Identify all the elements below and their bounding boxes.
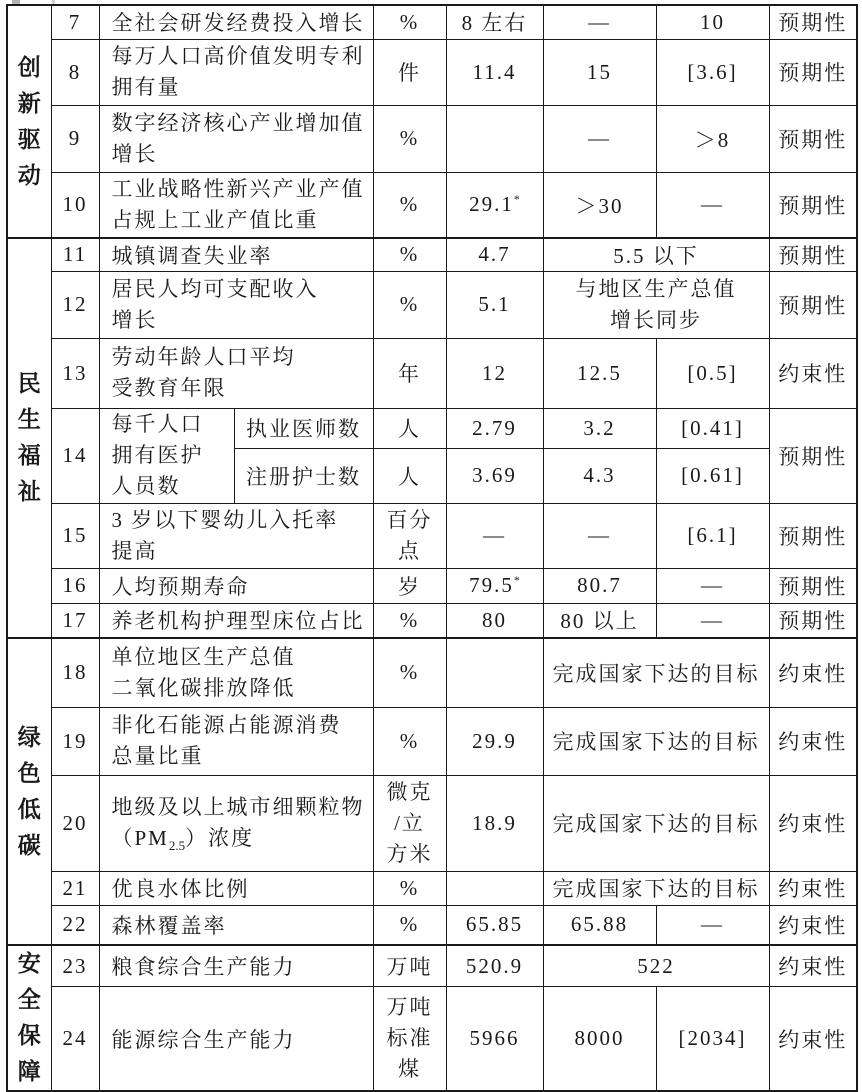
- indicator-cell: 居民人均可支配收入 增长: [99, 271, 373, 338]
- value-cell: —: [543, 105, 656, 172]
- number-cell: 23: [51, 945, 99, 987]
- unit-cell: 件: [373, 39, 446, 105]
- number-cell: 17: [51, 603, 99, 638]
- value-cell: 5966: [446, 987, 543, 1091]
- table-row: [7, 172, 857, 238]
- indicator-cell: 粮食综合生产能力: [99, 945, 373, 987]
- category-cell-livelihood: 民 生 福 祉: [7, 238, 51, 638]
- category-cell-green: 绿 色 低 碳: [7, 638, 51, 945]
- value-cell: [446, 638, 543, 707]
- value-cell: 15: [543, 39, 656, 105]
- number-cell: 14: [51, 408, 99, 503]
- number-cell: 11: [51, 238, 99, 271]
- value-cell: 65.85: [446, 905, 543, 945]
- value-cell: [0.61]: [656, 448, 769, 503]
- value-cell: 5.5 以下: [543, 238, 769, 271]
- value-cell: 10: [656, 5, 769, 39]
- unit-cell: 万吨 标准 煤: [373, 987, 446, 1091]
- indicator-cell: 优良水体比例: [99, 871, 373, 905]
- value-cell: 12.5: [543, 338, 656, 408]
- attribute-cell: 预期性: [769, 172, 857, 238]
- table-row: [7, 338, 857, 408]
- table-row: [7, 39, 857, 105]
- number-cell: 20: [51, 775, 99, 871]
- value-cell: 完成国家下达的目标: [543, 638, 769, 707]
- unit-cell: %: [373, 5, 446, 39]
- indicator-cell: 3 岁以下婴幼儿入托率 提高: [99, 503, 373, 568]
- unit-cell: %: [373, 871, 446, 905]
- value-cell: 29.1*: [446, 172, 543, 238]
- unit-cell: %: [373, 172, 446, 238]
- value-cell: 3.2: [543, 408, 656, 448]
- table-row: [7, 568, 857, 603]
- indicators-table: [6, 4, 858, 1092]
- attribute-cell: 约束性: [769, 775, 857, 871]
- value-cell: 8000: [543, 987, 656, 1091]
- value-cell: —: [656, 905, 769, 945]
- value-cell: —: [656, 568, 769, 603]
- category-cell-security: 安 全 保 障: [7, 945, 51, 1091]
- indicator-sub-cell: 执业医师数: [234, 408, 373, 448]
- value-cell: 完成国家下达的目标: [543, 775, 769, 871]
- value-cell: [3.6]: [656, 39, 769, 105]
- number-cell: 24: [51, 987, 99, 1091]
- unit-cell: 微克 /立 方米: [373, 775, 446, 871]
- table-row: [7, 408, 857, 448]
- value-cell: 80.7: [543, 568, 656, 603]
- value-cell: [446, 105, 543, 172]
- value-cell: 522: [543, 945, 769, 987]
- attribute-cell: 约束性: [769, 987, 857, 1091]
- value-cell: 5.1: [446, 271, 543, 338]
- value-cell: 18.9: [446, 775, 543, 871]
- value-cell: 79.5*: [446, 568, 543, 603]
- number-cell: 8: [51, 39, 99, 105]
- attribute-cell: 约束性: [769, 338, 857, 408]
- attribute-cell: 预期性: [769, 503, 857, 568]
- value-cell: 80 以上: [543, 603, 656, 638]
- value-cell: —: [446, 503, 543, 568]
- table-row: [7, 603, 857, 638]
- value-cell: 4.7: [446, 238, 543, 271]
- unit-cell: %: [373, 707, 446, 775]
- indicator-cell: 工业战略性新兴产业产值 占规上工业产值比重: [99, 172, 373, 238]
- value-cell: 4.3: [543, 448, 656, 503]
- value-cell: [2034]: [656, 987, 769, 1091]
- table-row: [7, 905, 857, 945]
- attribute-cell: 预期性: [769, 105, 857, 172]
- attribute-cell: 预期性: [769, 238, 857, 271]
- attribute-cell: 预期性: [769, 408, 857, 503]
- number-cell: 16: [51, 568, 99, 603]
- unit-cell: %: [373, 638, 446, 707]
- attribute-cell: 约束性: [769, 905, 857, 945]
- indicator-cell: 每千人口 拥有医护 人员数: [99, 408, 234, 503]
- indicator-cell: 劳动年龄人口平均 受教育年限: [99, 338, 373, 408]
- unit-cell: 岁: [373, 568, 446, 603]
- table-row: [7, 871, 857, 905]
- table-row: [7, 5, 857, 39]
- table-row: [7, 945, 857, 987]
- attribute-cell: 预期性: [769, 568, 857, 603]
- attribute-cell: 约束性: [769, 871, 857, 905]
- number-cell: 10: [51, 172, 99, 238]
- number-cell: 21: [51, 871, 99, 905]
- indicator-sub-cell: 注册护士数: [234, 448, 373, 503]
- attribute-cell: 预期性: [769, 603, 857, 638]
- value-cell: [0.41]: [656, 408, 769, 448]
- indicator-cell: 养老机构护理型床位占比: [99, 603, 373, 638]
- value-cell: 29.9: [446, 707, 543, 775]
- value-cell: 完成国家下达的目标: [543, 871, 769, 905]
- number-cell: 15: [51, 503, 99, 568]
- unit-cell: 人: [373, 448, 446, 503]
- indicator-cell: 人均预期寿命: [99, 568, 373, 603]
- table-row: [7, 775, 857, 871]
- indicator-cell: 非化石能源占能源消费 总量比重: [99, 707, 373, 775]
- table-row: [7, 503, 857, 568]
- table-row: [7, 707, 857, 775]
- unit-cell: %: [373, 238, 446, 271]
- value-cell: 完成国家下达的目标: [543, 707, 769, 775]
- value-cell: —: [656, 603, 769, 638]
- value-cell: [6.1]: [656, 503, 769, 568]
- indicator-cell: 地级及以上城市细颗粒物 $(PM_{2.5})$浓度: [99, 775, 373, 871]
- attribute-cell: 约束性: [769, 945, 857, 987]
- indicator-cell: 每万人口高价值发明专利 拥有量: [99, 39, 373, 105]
- table-row: [7, 238, 857, 271]
- unit-cell: %: [373, 905, 446, 945]
- indicator-cell: 城镇调查失业率: [99, 238, 373, 271]
- attribute-cell: 预期性: [769, 271, 857, 338]
- value-cell: [0.5]: [656, 338, 769, 408]
- value-cell: 12: [446, 338, 543, 408]
- unit-cell: %: [373, 105, 446, 172]
- value-cell: 80: [446, 603, 543, 638]
- value-cell: 3.69: [446, 448, 543, 503]
- indicator-cell: 森林覆盖率: [99, 905, 373, 945]
- value-cell: [446, 871, 543, 905]
- unit-cell: %: [373, 271, 446, 338]
- unit-cell: 万吨: [373, 945, 446, 987]
- table-row: [7, 987, 857, 1091]
- number-cell: 12: [51, 271, 99, 338]
- unit-cell: 年: [373, 338, 446, 408]
- value-cell: —: [656, 172, 769, 238]
- value-cell: ＞8: [656, 105, 769, 172]
- value-cell: 11.4: [446, 39, 543, 105]
- value-cell: 520.9: [446, 945, 543, 987]
- value-cell: —: [543, 5, 656, 39]
- table-row: [7, 271, 857, 338]
- attribute-cell: 预期性: [769, 5, 857, 39]
- value-cell: 2.79: [446, 408, 543, 448]
- number-cell: 19: [51, 707, 99, 775]
- value-cell: 与地区生产总值 增长同步: [543, 271, 769, 338]
- indicator-cell: 数字经济核心产业增加值 增长: [99, 105, 373, 172]
- value-cell: 8 左右: [446, 5, 543, 39]
- attribute-cell: 预期性: [769, 39, 857, 105]
- attribute-cell: 约束性: [769, 707, 857, 775]
- indicators-table-body: [7, 5, 857, 1091]
- unit-cell: %: [373, 603, 446, 638]
- indicator-cell: 单位地区生产总值 二氧化碳排放降低: [99, 638, 373, 707]
- value-cell: ＞30: [543, 172, 656, 238]
- number-cell: 22: [51, 905, 99, 945]
- number-cell: 9: [51, 105, 99, 172]
- value-cell: 65.88: [543, 905, 656, 945]
- number-cell: 13: [51, 338, 99, 408]
- number-cell: 18: [51, 638, 99, 707]
- table-row: [7, 638, 857, 707]
- unit-cell: 人: [373, 408, 446, 448]
- number-cell: 7: [51, 5, 99, 39]
- indicator-cell: 能源综合生产能力: [99, 987, 373, 1091]
- value-cell: —: [543, 503, 656, 568]
- unit-cell: 百分 点: [373, 503, 446, 568]
- attribute-cell: 约束性: [769, 638, 857, 707]
- indicator-cell: 全社会研发经费投入增长: [99, 5, 373, 39]
- table-row: [7, 105, 857, 172]
- category-cell-innovation: 创 新 驱 动: [7, 5, 51, 238]
